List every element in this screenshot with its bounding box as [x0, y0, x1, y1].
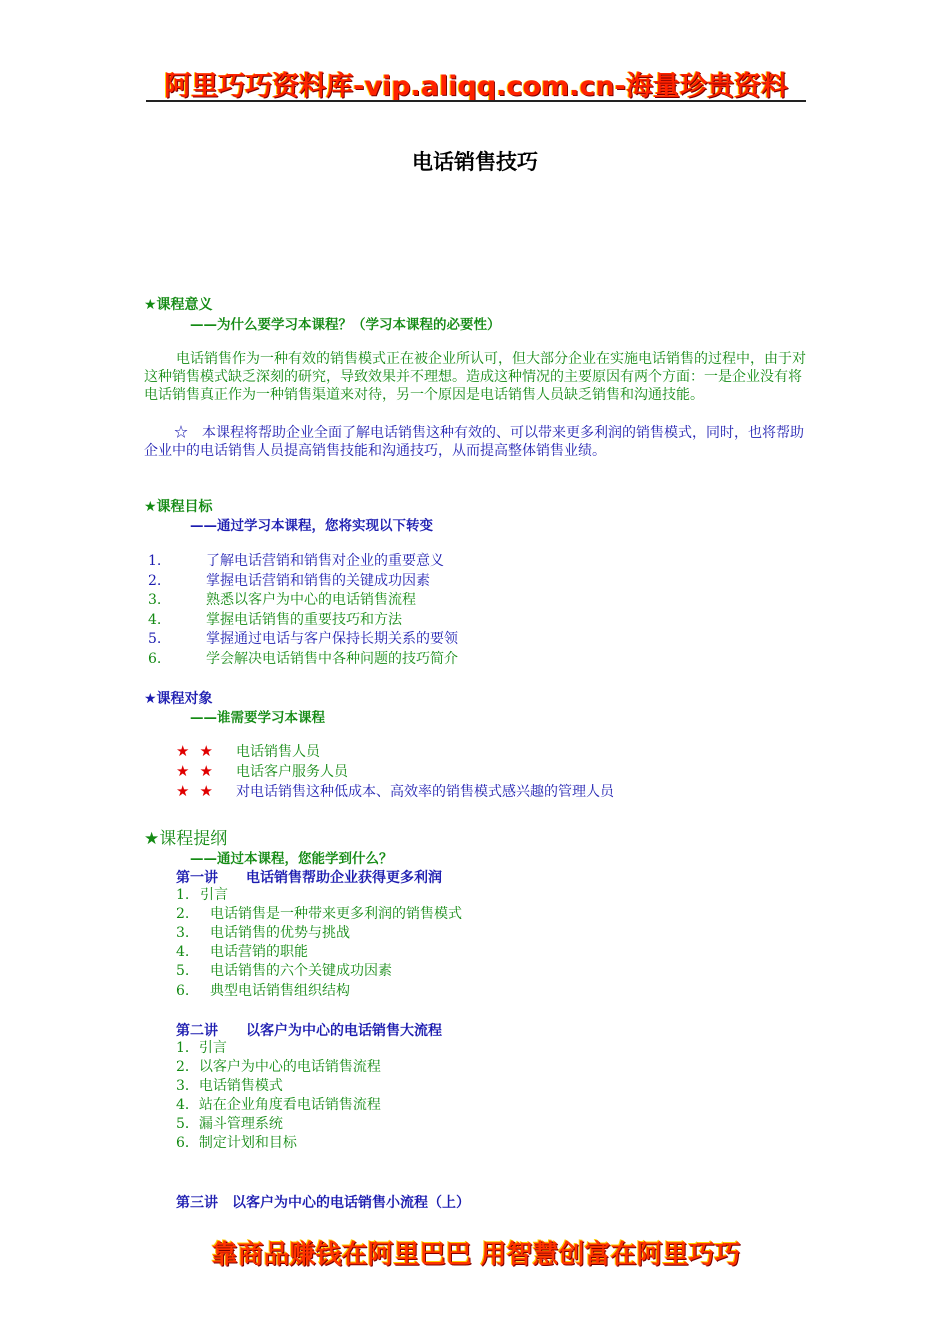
significance-subheading: ——为什么要学习本课程？（学习本课程的必要性） — [190, 317, 501, 333]
lecture-2-item: 1．引言 — [176, 1040, 227, 1056]
star-icon: ★★ — [176, 782, 223, 800]
lecture-1-item: 6. 典型电话销售组织结构 — [176, 983, 350, 999]
footer-banner: 靠商品赚钱在阿里巴巴 用智慧创富在阿里巧巧 — [211, 1240, 741, 1268]
significance-heading: ★课程意义 — [144, 297, 213, 313]
outline-subheading: ——通过本课程，您能学到什么？ — [190, 851, 393, 867]
header-banner: 阿里巧巧资料库-vip.aliqq.com.cn-海量珍贵资料 — [164, 71, 788, 100]
lecture-3-title: 第三讲 以客户为中心的电话销售小流程（上） — [176, 1195, 470, 1211]
audience-item: ★★ 电话客户服务人员 — [176, 762, 348, 780]
lecture-2-item: 4．站在企业角度看电话销售流程 — [176, 1097, 381, 1113]
goal-item: 2. 掌握电话营销和销售的关键成功因素 — [148, 573, 430, 589]
lecture-1-title: 第一讲 电话销售帮助企业获得更多利润 — [176, 870, 442, 886]
goal-item: 4. 掌握电话销售的重要技巧和方法 — [148, 612, 402, 628]
significance-paragraph-1: 电话销售作为一种有效的销售模式正在被企业所认可，但大部分企业在实施电话销售的过程中，由于对这种销售模式缺乏深刻的研究，导致效果并不理想。造成这种情况的主要原因有两个方面：一是企业没有将电话销售真正作为一种销售渠道来对待，另一个原因是电话销售人员缺乏销售和沟通技能。 — [144, 351, 806, 404]
goal-item: 3. 熟悉以客户为中心的电话销售流程 — [148, 592, 416, 608]
lecture-2-title: 第二讲 以客户为中心的电话销售大流程 — [176, 1023, 442, 1039]
goal-item: 6. 学会解决电话销售中各种问题的技巧简介 — [148, 651, 458, 667]
significance-paragraph-2: ☆ 本课程将帮助企业全面了解电话销售这种有效的、可以带来更多利润的销售模式，同时，也将帮助企业中的电话销售人员提高销售技能和沟通技巧，从而提高整体销售业绩。 — [144, 425, 804, 460]
lecture-2-item: 5．漏斗管理系统 — [176, 1116, 283, 1132]
lecture-1-item: 2. 电话销售是一种带来更多利润的销售模式 — [176, 906, 462, 922]
star-icon: ★★ — [176, 742, 223, 760]
header-rule — [146, 100, 806, 102]
lecture-1-item: 5. 电话销售的六个关键成功因素 — [176, 963, 392, 979]
outline-heading: ★课程提纲 — [144, 829, 228, 849]
goals-heading: ★课程目标 — [144, 499, 213, 515]
lecture-2-item: 6．制定计划和目标 — [176, 1135, 297, 1151]
lecture-1-item: 4. 电话营销的职能 — [176, 944, 308, 960]
goal-item: 5. 掌握通过电话与客户保持长期关系的要领 — [148, 631, 458, 647]
lecture-1-item: 3. 电话销售的优势与挑战 — [176, 925, 350, 941]
audience-item: ★★ 电话销售人员 — [176, 742, 320, 760]
audience-heading: ★课程对象 — [144, 691, 213, 707]
audience-subheading: ——谁需要学习本课程 — [190, 710, 325, 726]
star-icon: ★★ — [176, 762, 223, 780]
audience-item: ★★ 对电话销售这种低成本、高效率的销售模式感兴趣的管理人员 — [176, 782, 614, 800]
lecture-2-item: 2．以客户为中心的电话销售流程 — [176, 1059, 381, 1075]
goal-item: 1. 了解电话营销和销售对企业的重要意义 — [148, 553, 444, 569]
goals-subheading: ——通过学习本课程，您将实现以下转变 — [190, 518, 433, 534]
lecture-1-item: 1. 引言 — [176, 887, 228, 903]
lecture-2-item: 3．电话销售模式 — [176, 1078, 283, 1094]
document-title: 电话销售技巧 — [412, 150, 538, 174]
